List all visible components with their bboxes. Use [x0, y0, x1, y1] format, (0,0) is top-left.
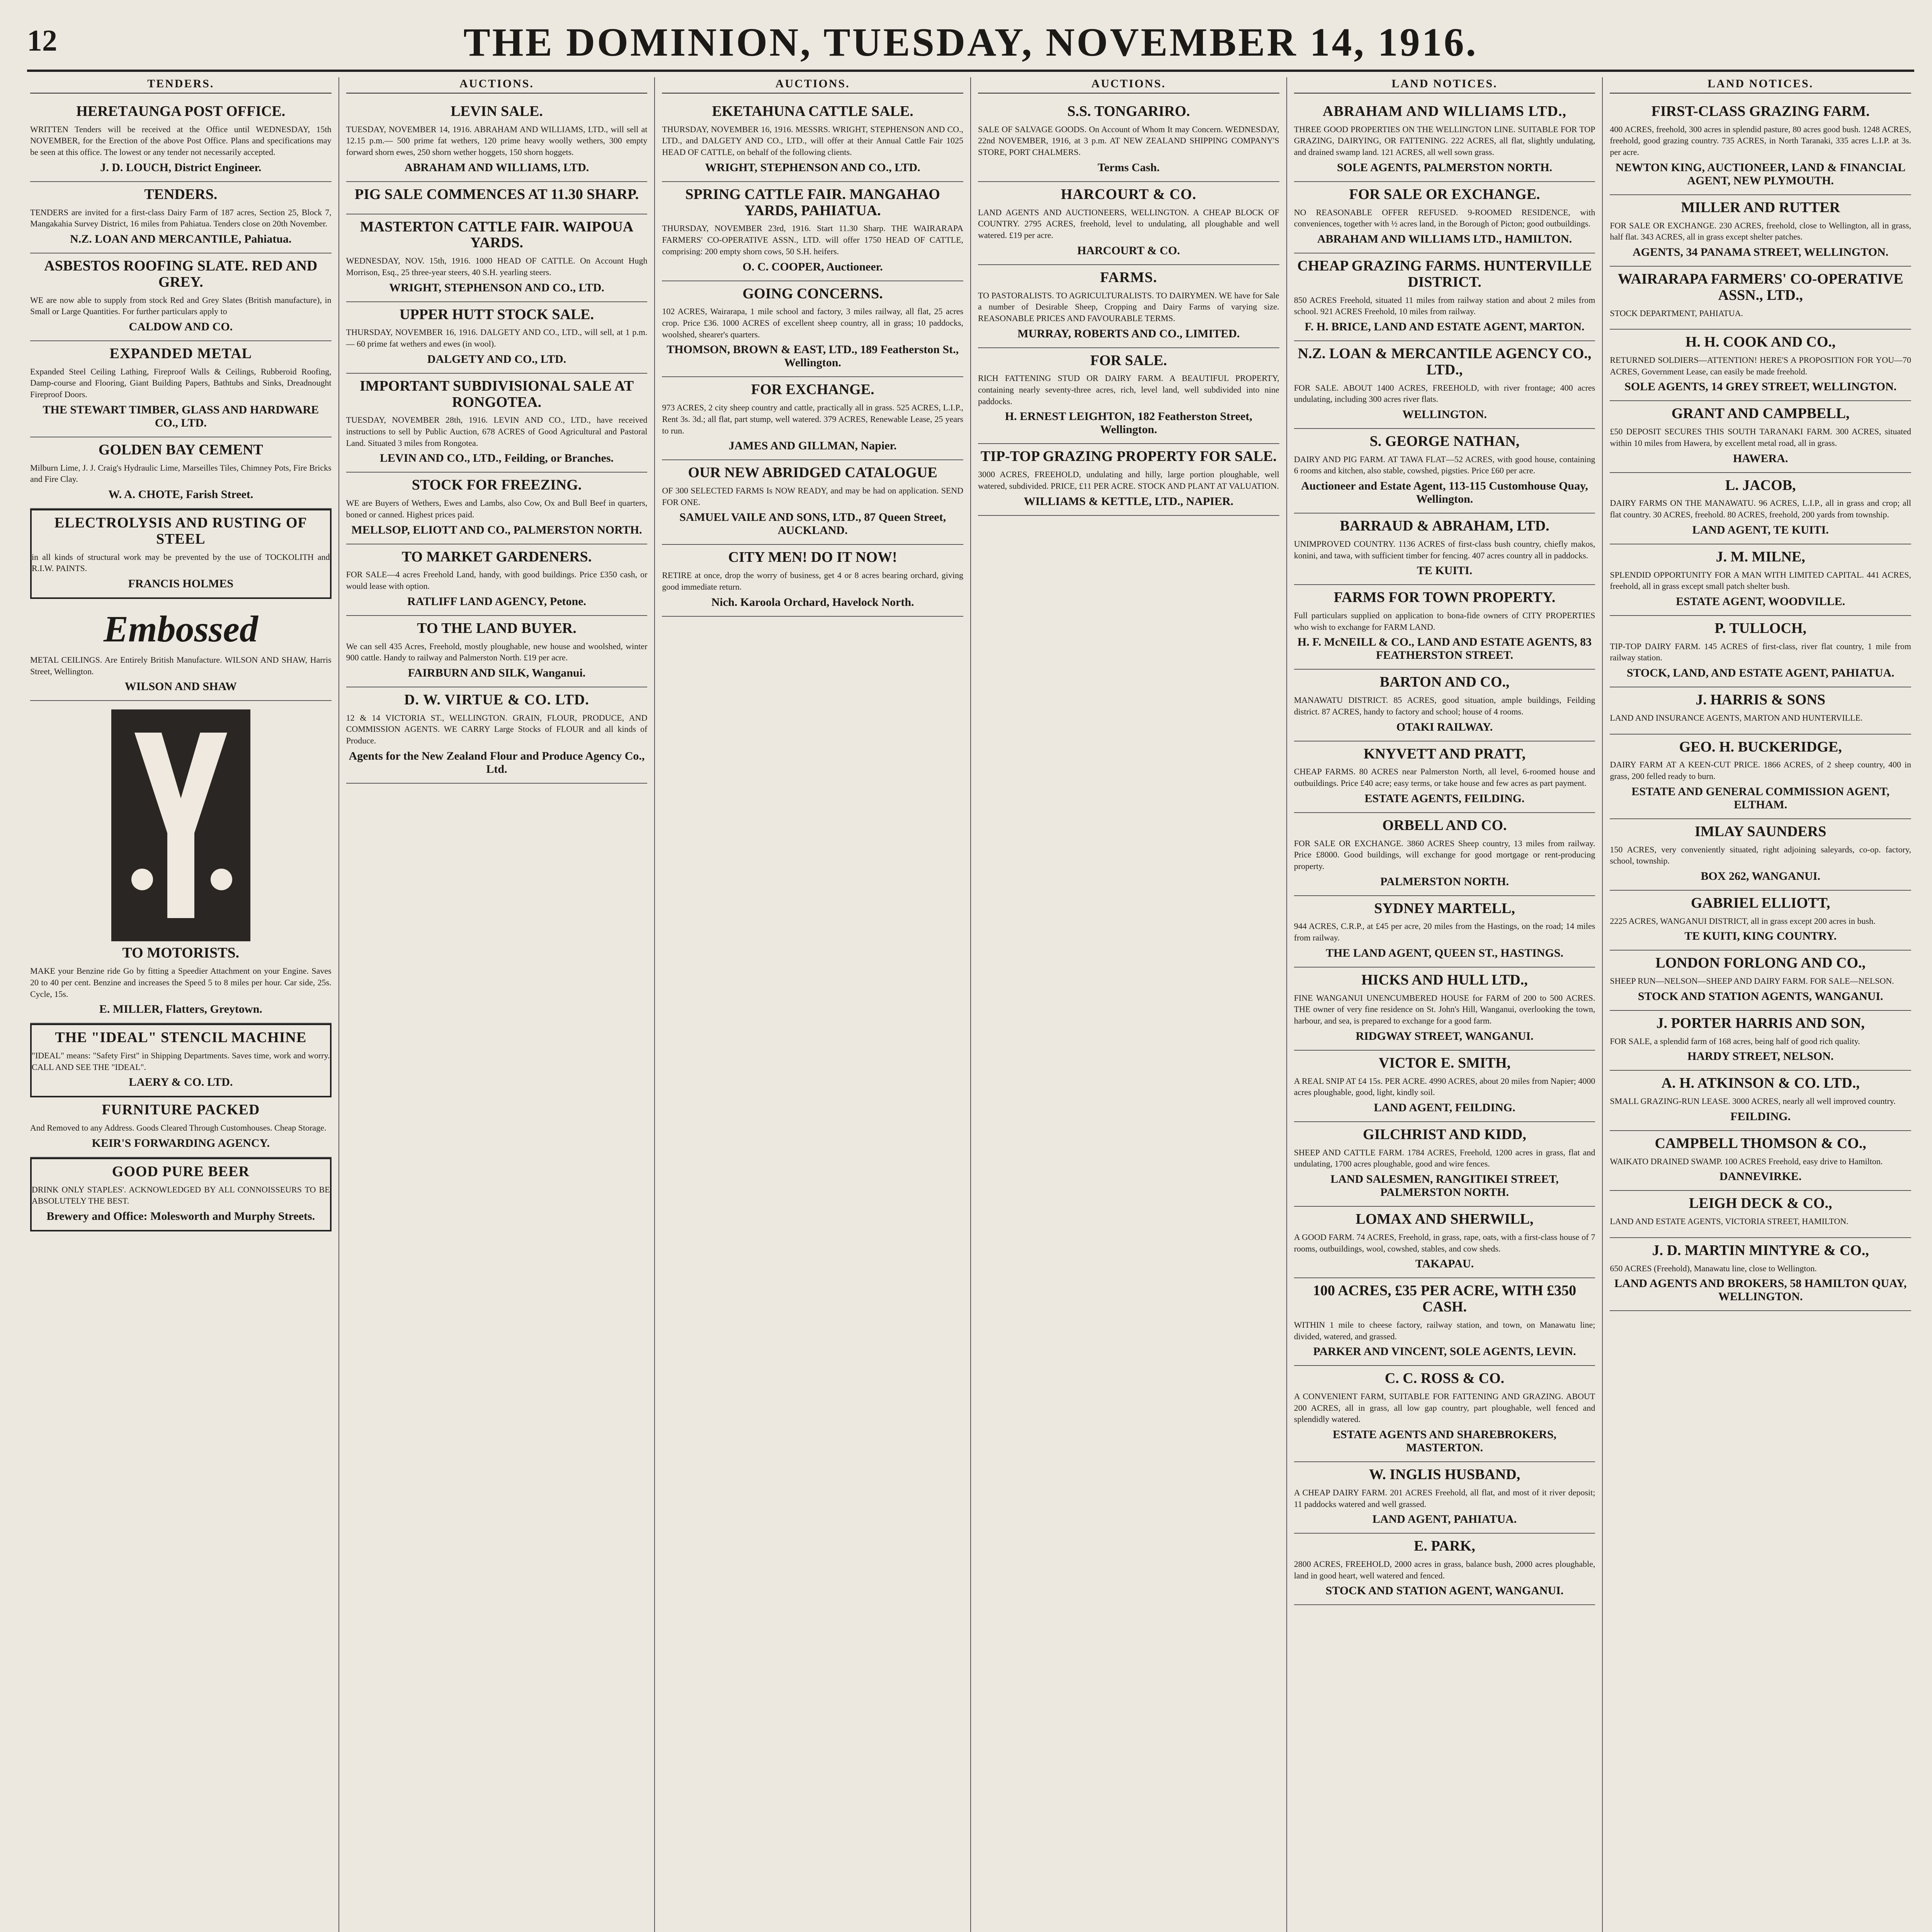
- ad: [1610, 195, 1911, 267]
- ad: [1294, 1207, 1595, 1278]
- ad: [1294, 968, 1595, 1051]
- ad-advertiser: H. ERNEST LEIGHTON, 182 Featherston Street, Wellington.: [1005, 410, 1252, 436]
- ad: [1610, 951, 1911, 1010]
- ad-heading: TO THE LAND BUYER.: [417, 620, 577, 636]
- ad: [662, 545, 963, 616]
- ad-advertiser: CALDOW AND CO.: [129, 320, 233, 333]
- ad: [1610, 473, 1911, 544]
- ad: [978, 348, 1279, 444]
- ad-heading: TIP-TOP GRAZING PROPERTY FOR SALE.: [980, 448, 1277, 465]
- ad-advertiser: JAMES AND GILLMAN, Napier.: [728, 439, 897, 452]
- ad-body: WE are now able to supply from stock Red and Grey Slates (British manufacture), in Small or Large Quantities. For further particulars apply to: [30, 295, 332, 316]
- ad-body: RETURNED SOLDIERS—ATTENTION! HERE'S A PROPOSITION FOR YOU—70 ACRES, Government Lease, can easily be made freehold.: [1610, 355, 1912, 376]
- ad-advertiser: BOX 262, WANGANUI.: [1701, 870, 1820, 883]
- ad: [30, 1097, 332, 1157]
- ad-advertiser: RATLIFF LAND AGENCY, Petone.: [407, 595, 587, 608]
- column-auctions-2: [654, 77, 970, 1932]
- ad-heading: STOCK FOR FREEZING.: [412, 477, 582, 493]
- ad: [30, 1024, 332, 1097]
- ad: [978, 444, 1279, 515]
- ad-heading: TO MARKET GARDENERS.: [401, 548, 592, 565]
- ad-body: Expanded Steel Ceiling Lathing, Fireproof Walls & Ceilings, Rubberoid Roofing, Damp-course and Flooring, Giant Building Papers, Bathtubs and Sinks, Dreadnought Fireproof Doors.: [30, 366, 332, 400]
- ad-body: THREE GOOD PROPERTIES ON THE WELLINGTON LINE. SUITABLE FOR TOP GRAZING, DAIRYING, OR FATTENING. 222 ACRES, all flat, slightly undulating, and drained swamp land. 121 ACRES, all well sown grass.: [1294, 124, 1595, 157]
- ad-heading: VICTOR E. SMITH,: [1378, 1054, 1511, 1071]
- ad-body: 973 ACRES, 2 city sheep country and cattle, practically all in grass. 525 ACRES, L.I.P., Rent 3s. 3d.; all flat, part stump, well watered. 379 ACRES, Renewable Lease, 25 years to run.: [662, 403, 964, 435]
- ad-heading: W. INGLIS HUSBAND,: [1369, 1466, 1520, 1483]
- ad: [1294, 896, 1595, 968]
- ad-heading: P. TULLOCH,: [1714, 620, 1806, 636]
- ad: [1610, 544, 1911, 616]
- ad: [1610, 1071, 1911, 1131]
- ad-heading: LEVIN SALE.: [451, 103, 543, 119]
- ad-advertiser: MURRAY, ROBERTS AND CO., LIMITED.: [1017, 327, 1240, 340]
- ad-advertiser: HARCOURT & CO.: [1077, 244, 1180, 257]
- ad: [1294, 182, 1595, 253]
- ad: [1294, 253, 1595, 341]
- ad-heading: FOR SALE.: [1090, 352, 1167, 369]
- ad-body: A CONVENIENT FARM, SUITABLE FOR FATTENING AND GRAZING. ABOUT 200 ACRES, all in grass, all low gap country, part ploughable, well fenced and splendidly watered.: [1294, 1391, 1595, 1424]
- ad: [30, 1158, 332, 1231]
- ad-body: 650 ACRES (Freehold), Manawatu line, close to Wellington.: [1610, 1263, 1817, 1273]
- ad-heading: GILCHRIST AND KIDD,: [1363, 1126, 1526, 1143]
- ad-heading: ELECTROLYSIS AND RUSTING OF STEEL: [54, 515, 307, 547]
- ad-heading: OUR NEW ABRIDGED CATALOGUE: [688, 464, 937, 481]
- ad-heading: UPPER HUTT STOCK SALE.: [399, 306, 594, 323]
- ad: [1294, 742, 1595, 813]
- ad-heading: GOING CONCERNS.: [742, 285, 883, 302]
- ad-advertiser: WILLIAMS & KETTLE, LTD., NAPIER.: [1024, 495, 1234, 508]
- ad: [346, 374, 648, 473]
- ad-advertiser: F. H. BRICE, LAND AND ESTATE AGENT, MARTON.: [1304, 320, 1585, 333]
- ad: [1610, 616, 1911, 687]
- ad-body: A GOOD FARM. 74 ACRES, Freehold, in grass, rape, oats, with a first-class house of 7 rooms, outbuildings, wool, cowshed, stables, and cow sheds.: [1294, 1232, 1595, 1253]
- ad-advertiser: FAIRBURN AND SILK, Wanganui.: [408, 666, 586, 679]
- ad: [30, 509, 332, 599]
- ad-advertiser: DALGETY AND CO., LTD.: [427, 352, 566, 366]
- ad-advertiser: LEVIN AND CO., LTD., Feilding, or Branches.: [379, 452, 614, 465]
- column-tenders: [23, 77, 338, 1932]
- ad-advertiser: TE KUITI, KING COUNTRY.: [1684, 930, 1837, 943]
- ad: [1610, 1191, 1911, 1238]
- ad-advertiser: LAND AGENT, FEILDING.: [1374, 1101, 1515, 1114]
- ad: [346, 544, 648, 616]
- ad: [1294, 341, 1595, 429]
- ad-heading: H. H. COOK AND CO.,: [1685, 334, 1836, 350]
- ad: [978, 182, 1279, 265]
- column-header: TENDERS.: [30, 77, 332, 94]
- ad-heading: TO MOTORISTS.: [122, 945, 240, 961]
- ad-advertiser: W. A. CHOTE, Farish Street.: [108, 488, 253, 501]
- ad-body: Milburn Lime, J. J. Craig's Hydraulic Lime, Marseilles Tiles, Chimney Pots, Fire Bricks and Fire Clay.: [30, 463, 332, 484]
- ad-advertiser: MELLSOP, ELIOTT AND CO., PALMERSTON NORTH.: [351, 523, 642, 536]
- ad-heading: GABRIEL ELLIOTT,: [1690, 895, 1830, 911]
- ad-heading: HICKS AND HULL LTD.,: [1361, 971, 1528, 988]
- page-number: 12: [27, 24, 57, 57]
- column-auctions-3: [970, 77, 1286, 1932]
- column-header: LAND NOTICES.: [1610, 77, 1911, 94]
- ad: [346, 302, 648, 374]
- ad: [346, 182, 648, 214]
- column-header: AUCTIONS.: [346, 77, 648, 94]
- ad-body: 2800 ACRES, FREEHOLD, 2000 acres in grass, balance bush, 2000 acres ploughable, land in good heart, well watered and fenced.: [1294, 1559, 1595, 1580]
- ad-body: A CHEAP DAIRY FARM. 201 ACRES Freehold, all flat, and most of it river deposit; 11 paddocks watered and well grassed.: [1294, 1487, 1595, 1509]
- ad-heading: J. M. MILNE,: [1716, 548, 1805, 565]
- ad-body: 3000 ACRES, FREEHOLD, undulating and hilly, large portion ploughable, well watered, subdivided. PRICE, £11 PER ACRE. STOCK AND PLANT AT VALUATION.: [978, 469, 1279, 491]
- ad-heading: BARTON AND CO.,: [1379, 674, 1510, 690]
- ad-heading: HARCOURT & CO.: [1061, 186, 1197, 202]
- ad-heading: BARRAUD & ABRAHAM, LTD.: [1340, 518, 1549, 534]
- ad-body: WRITTEN Tenders will be received at the Office until WEDNESDAY, 15th NOVEMBER, for the Erection of the above Post Office. Plans and specifications may be seen at this office. The lowest or any tender not necessarily accepted.: [30, 124, 332, 157]
- ad-heading: LOMAX AND SHERWILL,: [1355, 1211, 1534, 1228]
- ad: [1294, 1534, 1595, 1605]
- ad-body: DAIRY AND PIG FARM. AT TAWA FLAT—52 ACRES, with good house, containing 6 rooms and kitchen, also stable, cowshed, pigsties. Price £60 per acre.: [1294, 454, 1595, 476]
- ad-body: WE are Buyers of Wethers, Ewes and Lambs, also Cow, Ox and Bull Beef in quarters, boned or canned. Highest prices paid.: [346, 498, 648, 519]
- ad: [1610, 735, 1911, 819]
- ad: [1610, 1131, 1911, 1191]
- ad-body: THURSDAY, NOVEMBER 23rd, 1916. Start 11.30 Sharp. THE WAIRARAPA FARMERS' CO-OPERATIVE ASSN., LTD. will offer 1750 HEAD OF CATTLE, comprising: 200 empty shorn cows, 50 S.H. heifers.: [662, 223, 964, 256]
- ad-body: SHEEP RUN—NELSON—SHEEP AND DAIRY FARM. FOR SALE—NELSON.: [1610, 976, 1894, 986]
- y-spray-icon: [111, 709, 250, 941]
- ad-heading: FIRST-CLASS GRAZING FARM.: [1651, 103, 1870, 119]
- ad-body: in all kinds of structural work may be prevented by the use of TOCKOLITH and R.I.W. PAINTS.: [32, 552, 330, 573]
- ad-advertiser: AGENTS, 34 PANAMA STREET, WELLINGTON.: [1633, 246, 1889, 259]
- ad-heading: J. HARRIS & SONS: [1696, 692, 1826, 708]
- ad-heading: FARMS FOR TOWN PROPERTY.: [1333, 589, 1556, 606]
- ad-body: FOR SALE OR EXCHANGE. 230 ACRES, freehold, close to Wellington, all in grass, half flat. 343 ACRES, all in grass except shelter patches.: [1610, 220, 1912, 242]
- column-header: AUCTIONS.: [662, 77, 963, 94]
- ad-advertiser: ESTATE AGENTS, FEILDING.: [1364, 792, 1525, 805]
- ad-heading: C. C. ROSS & CO.: [1384, 1370, 1505, 1387]
- ad: [1610, 1238, 1911, 1311]
- ad-body: 2225 ACRES, WANGANUI DISTRICT, all in grass except 200 acres in bush.: [1610, 916, 1876, 926]
- ad-advertiser: OTAKI RAILWAY.: [1396, 720, 1493, 733]
- ad-body: SMALL GRAZING-RUN LEASE. 3000 ACRES, nearly all well improved country.: [1610, 1096, 1896, 1106]
- ad-heading: L. JACOB,: [1725, 477, 1796, 493]
- ad-body: TO PASTORALISTS. TO AGRICULTURALISTS. TO DAIRYMEN. WE have for Sale a number of Desirable Sheep, Cropping and Dairy Farms of varying size. REASONABLE PRICES AND FAVOURABLE TERMS.: [978, 290, 1279, 323]
- ad-advertiser: WRIGHT, STEPHENSON AND CO., LTD.: [389, 281, 604, 294]
- ad-advertiser: J. D. LOUCH, District Engineer.: [100, 161, 262, 174]
- ad-body: SHEEP AND CATTLE FARM. 1784 ACRES, Freehold, 1200 acres in grass, flat and undulating, 1700 acres ploughable, good and wire fences.: [1294, 1147, 1595, 1169]
- ad-heading: CAMPBELL THOMSON & CO.,: [1655, 1135, 1866, 1151]
- ad-advertiser: Brewery and Office: Molesworth and Murphy Streets.: [46, 1210, 315, 1223]
- ad-advertiser: THOMSON, BROWN & EAST, LTD., 189 Featherston St., Wellington.: [667, 343, 959, 369]
- ad: [1294, 813, 1595, 896]
- ad-advertiser: PARKER AND VINCENT, SOLE AGENTS, LEVIN.: [1313, 1345, 1576, 1358]
- ad-advertiser: WILSON AND SHAW: [124, 680, 237, 693]
- ad-advertiser: HAWERA.: [1733, 452, 1788, 465]
- ad-advertiser: E. MILLER, Flatters, Greytown.: [99, 1003, 262, 1016]
- ad-advertiser: WRIGHT, STEPHENSON AND CO., LTD.: [705, 161, 920, 174]
- ad-body: WITHIN 1 mile to cheese factory, railway station, and town, on Manawatu line; divided, watered, and grassed.: [1294, 1320, 1595, 1341]
- ad-heading: ASBESTOS ROOFING SLATE. RED AND GREY.: [44, 258, 318, 290]
- ad-advertiser: LAND SALESMEN, RANGITIKEI STREET, PALMERSTON NORTH.: [1330, 1173, 1559, 1199]
- ad-advertiser: DANNEVIRKE.: [1719, 1170, 1802, 1183]
- ad-body: 150 ACRES, very conveniently situated, right adjoining saleyards, co-op. factory, school, township.: [1610, 844, 1912, 866]
- ad-advertiser: HARDY STREET, NELSON.: [1687, 1050, 1834, 1063]
- ad-advertiser: H. F. McNEILL & CO., LAND AND ESTATE AGENTS, 83 FEATHERSTON STREET.: [1297, 636, 1592, 662]
- ad-heading: THE "IDEAL" STENCIL MACHINE: [55, 1029, 307, 1046]
- ad-body: THURSDAY, NOVEMBER 16, 1916. MESSRS. WRIGHT, STEPHENSON AND CO., LTD., and DALGETY AND CO., LTD., will offer at their Annual Cattle Fair 1025 HEAD OF CATTLE, on behalf of the following clients.: [662, 124, 964, 157]
- ad-advertiser: THE STEWART TIMBER, GLASS AND HARDWARE CO., LTD.: [43, 403, 319, 429]
- ad-body: FOR SALE, a splendid farm of 168 acres, being half of good rich quality.: [1610, 1036, 1860, 1046]
- ad-heading: ABRAHAM AND WILLIAMS LTD.,: [1323, 103, 1566, 119]
- column-auctions-1: [338, 77, 655, 1932]
- ad-advertiser: SOLE AGENTS, 14 GREY STREET, WELLINGTON.: [1624, 380, 1897, 393]
- ad-body: OF 300 SELECTED FARMS Is NOW READY, and may be had on application. SEND FOR ONE.: [662, 486, 964, 507]
- ad-body: And Removed to any Address. Goods Cleared Through Customhouses. Cheap Storage.: [30, 1123, 327, 1133]
- ad-body: FOR SALE—4 acres Freehold Land, handy, with good buildings. Price £350 cash, or would lease with option.: [346, 570, 648, 591]
- ad-body: STOCK DEPARTMENT, PAHIATUA.: [1610, 308, 1743, 318]
- ad-advertiser: FEILDING.: [1730, 1110, 1791, 1123]
- ad: [662, 460, 963, 545]
- ad: [978, 265, 1279, 348]
- ad: [1294, 429, 1595, 514]
- column-land-notices-2: [1602, 77, 1918, 1932]
- ad-heading: EKETAHUNA CATTLE SALE.: [712, 103, 913, 119]
- ad-heading: A. H. ATKINSON & CO. LTD.,: [1661, 1075, 1860, 1092]
- ad-heading: WAIRARAPA FARMERS' CO-OPERATIVE ASSN., LTD.,: [1617, 271, 1903, 303]
- ad: [30, 701, 332, 1024]
- ad-body: DAIRY FARMS ON THE MANAWATU. 96 ACRES, L.I.P., all in grass and crop; all flat country. 30 ACRES, freehold. 80 ACRES, freehold, 200 yards from township.: [1610, 498, 1912, 520]
- ad-advertiser: THE LAND AGENT, QUEEN ST., HASTINGS.: [1326, 946, 1563, 959]
- ad-body: MAKE your Benzine ride Go by fitting a Speedier Attachment on your Engine. Saves 20 to 40 per cent. Benzine and increases the Speed 5 to 8 miles per hour. Car side, 25s. Cycle, 15s.: [30, 966, 332, 999]
- ad-body: DRINK ONLY STAPLES'. ACKNOWLEDGED BY ALL CONNOISSEURS TO BE ABSOLUTELY THE BEST.: [32, 1184, 330, 1206]
- ad-heading: CITY MEN! DO IT NOW!: [728, 549, 897, 566]
- ad: [1610, 99, 1911, 195]
- ad: [1294, 1051, 1595, 1122]
- ad: [30, 599, 332, 701]
- ad: [346, 687, 648, 784]
- ad-heading: GRANT AND CAMPBELL,: [1671, 405, 1850, 422]
- ad-advertiser: LAND AGENT, PAHIATUA.: [1372, 1513, 1517, 1526]
- ad-body: TUESDAY, NOVEMBER 28th, 1916. LEVIN AND CO., LTD., have received instructions to sell by Public Auction, 678 ACRES of Good Agricultural and Pastoral Land. Situated 3 miles from Rongotea.: [346, 415, 648, 448]
- ad: [1294, 585, 1595, 670]
- masthead: [27, 12, 1914, 72]
- ad-body: TENDERS are invited for a first-class Dairy Farm of 187 acres, Section 25, Block 7, Mangakahia Survey District, 16 miles from Pahiatua. Tenders close on 20th November.: [30, 207, 332, 229]
- ad: [346, 214, 648, 302]
- ad-heading: GOOD PURE BEER: [112, 1163, 250, 1180]
- ad: [1294, 514, 1595, 585]
- column-header: LAND NOTICES.: [1294, 77, 1595, 94]
- ad: [30, 437, 332, 509]
- ad-advertiser: LAERY & CO. LTD.: [129, 1076, 233, 1089]
- ad-heading: MASTERTON CATTLE FAIR. WAIPOUA YARDS.: [360, 218, 634, 251]
- ad-heading: S.S. TONGARIRO.: [1067, 103, 1190, 119]
- ad-body: FOR SALE OR EXCHANGE. 3860 ACRES Sheep country, 13 miles from railway. Price £8000. Good buildings, will exchange for good mortgage or rent-producing property.: [1294, 838, 1595, 871]
- ad-advertiser: Auctioneer and Estate Agent, 113-115 Customhouse Quay, Wellington.: [1301, 480, 1588, 506]
- ad-body: LAND AND INSURANCE AGENTS, MARTON AND HUNTERVILLE.: [1610, 713, 1863, 723]
- ad-body: THURSDAY, NOVEMBER 16, 1916. DALGETY AND CO., LTD., will sell, at 1 p.m.— 60 prime fat wethers and ewes (in wool).: [346, 327, 648, 349]
- ad-advertiser: TAKAPAU.: [1415, 1257, 1474, 1270]
- ad: [346, 616, 648, 687]
- ad-heading: 100 ACRES, £35 PER ACRE, WITH £350 CASH.: [1313, 1282, 1577, 1315]
- ad: [662, 182, 963, 281]
- ad-advertiser: STOCK AND STATION AGENT, WANGANUI.: [1325, 1584, 1564, 1597]
- ad-advertiser: ABRAHAM AND WILLIAMS LTD., HAMILTON.: [1317, 233, 1572, 246]
- ad-body: TIP-TOP DAIRY FARM. 145 ACRES of first-class, river flat country, 1 mile from railway station.: [1610, 641, 1912, 663]
- ad-body: 102 ACRES, Wairarapa, 1 mile school and factory, 3 miles railway, all flat, 25 acres crop. Price £36. 1000 ACRES of excellent sheep country, all in grass; 10 paddocks, woolshed, shearer's quarters.: [662, 306, 964, 339]
- ad-advertiser: LAND AGENT, TE KUITI.: [1692, 523, 1829, 536]
- ad-body: 400 ACRES, freehold, 300 acres in splendid pasture, 80 acres good bush. 1248 ACRES, freehold, good grazing country. 735 ACRES, in North Taranaki, 335 acres L.I.P. at 3s. per acre.: [1610, 124, 1912, 157]
- ad-body: LAND AND ESTATE AGENTS, VICTORIA STREET, HAMILTON.: [1610, 1216, 1849, 1226]
- ad-advertiser: SOLE AGENTS, PALMERSTON NORTH.: [1337, 161, 1553, 174]
- ad-advertiser: STOCK AND STATION AGENTS, WANGANUI.: [1638, 990, 1883, 1003]
- ad-body: WAIKATO DRAINED SWAMP. 100 ACRES Freehold, easy drive to Hamilton.: [1610, 1156, 1883, 1166]
- ad-advertiser: O. C. COOPER, Auctioneer.: [742, 260, 883, 273]
- ad-heading: TENDERS.: [144, 186, 218, 202]
- ad-heading: SYDNEY MARTELL,: [1374, 900, 1515, 917]
- ad: [662, 281, 963, 378]
- ad-heading: MILLER AND RUTTER: [1681, 199, 1840, 216]
- ad-body: DAIRY FARM AT A KEEN-CUT PRICE. 1866 ACRES, of 2 sheep country, 400 in grass, 200 felled ready to burn.: [1610, 760, 1912, 781]
- ad-body: 12 & 14 VICTORIA ST., WELLINGTON. GRAIN, FLOUR, PRODUCE, AND COMMISSION AGENTS. WE CARRY Large Stocks of FLOUR and all kinds of Produce.: [346, 713, 648, 746]
- ad: [1610, 267, 1911, 330]
- ad-heading: GEO. H. BUCKERIDGE,: [1679, 738, 1842, 755]
- ad: [1610, 819, 1911, 891]
- ad-advertiser: FRANCIS HOLMES: [128, 577, 234, 590]
- ad-body: NO REASONABLE OFFER REFUSED. 9-ROOMED RESIDENCE, with conveniences, together with ½ acres land, in the Borough of Picton; good outbuildings.: [1294, 207, 1595, 229]
- ad-advertiser: ESTATE AND GENERAL COMMISSION AGENT, ELTHAM.: [1631, 785, 1890, 811]
- ad-heading: J. PORTER HARRIS AND SON,: [1656, 1015, 1865, 1031]
- columns: [23, 77, 1918, 1932]
- ad: [30, 253, 332, 341]
- newspaper-title: THE DOMINION, TUESDAY, NOVEMBER 14, 1916.: [463, 20, 1478, 65]
- ad: [978, 99, 1279, 182]
- ad-heading: IMLAY SAUNDERS: [1695, 823, 1827, 840]
- ad-body: UNIMPROVED COUNTRY. 1136 ACRES of first-class bush country, chiefly makos, konini, and tawa, with sufficient timber for fencing. 407 acres country all in paddocks.: [1294, 539, 1595, 560]
- ad-advertiser: STOCK, LAND, AND ESTATE AGENT, PAHIATUA.: [1626, 667, 1895, 680]
- ad-heading: FOR EXCHANGE.: [751, 381, 874, 398]
- ad-body: We can sell 435 Acres, Freehold, mostly ploughable, new house and woolshed, winter 900 cattle. Handy to railway and Palmerston North. £19 per acre.: [346, 641, 648, 663]
- ad: [1610, 891, 1911, 951]
- ad-heading: FARMS.: [1100, 269, 1157, 286]
- ad-heading: LEIGH DECK & CO.,: [1689, 1195, 1832, 1212]
- ad-advertiser: Agents for the New Zealand Flour and Produce Agency Co., Ltd.: [349, 749, 645, 776]
- ad-advertiser: SAMUEL VAILE AND SONS, LTD., 87 Queen Street, AUCKLAND.: [679, 511, 946, 537]
- ad-body: SPLENDID OPPORTUNITY FOR A MAN WITH LIMITED CAPITAL. 441 ACRES, freehold, all in grass except small patch shelter bush.: [1610, 570, 1912, 591]
- ad-body: RICH FATTENING STUD OR DAIRY FARM. A BEAUTIFUL PROPERTY, containing nearly seventy-three acres, rich, level land, well subdivided into nine paddocks.: [978, 373, 1279, 406]
- ad-heading: CHEAP GRAZING FARMS. HUNTERVILLE DISTRICT.: [1297, 258, 1592, 290]
- ad-heading: EXPANDED METAL: [109, 345, 252, 362]
- ad-advertiser: KEIR'S FORWARDING AGENCY.: [92, 1136, 270, 1150]
- ad-advertiser: Nich. Karoola Orchard, Havelock North.: [711, 595, 914, 609]
- ad-body: METAL CEILINGS. Are Entirely British Manufacture. WILSON AND SHAW, Harris Street, Wellington.: [30, 655, 332, 676]
- ad-body: SALE OF SALVAGE GOODS. On Account of Whom It may Concern. WEDNESDAY, 22nd NOVEMBER, 1916, at 3 p.m. AT NEW ZEALAND SHIPPING COMPANY'S STORE, PORT CHALMERS.: [978, 124, 1279, 157]
- ad-heading: N.Z. LOAN & MERCANTILE AGENCY CO., LTD.,: [1298, 345, 1592, 378]
- ad-advertiser: ESTATE AGENT, WOODVILLE.: [1676, 595, 1845, 608]
- ad-heading: LONDON FORLONG AND CO.,: [1655, 955, 1866, 971]
- ad: [662, 377, 963, 460]
- ad-advertiser: Terms Cash.: [1097, 161, 1160, 174]
- ad: [346, 473, 648, 544]
- ad-heading: J. D. MARTIN MINTYRE & CO.,: [1652, 1242, 1869, 1259]
- ad-heading: KNYVETT AND PRATT,: [1363, 745, 1526, 762]
- column-header: AUCTIONS.: [978, 77, 1279, 94]
- ad-heading: ORBELL AND CO.: [1382, 817, 1507, 833]
- ad: [1294, 1122, 1595, 1207]
- ad-heading: E. PARK,: [1414, 1538, 1475, 1554]
- ad-body: RETIRE at once, drop the worry of business, get 4 or 8 acres bearing orchard, giving good immediate return.: [662, 570, 964, 592]
- ad-body: FOR SALE. ABOUT 1400 ACRES, FREEHOLD, with river frontage; 400 acres undulating, including 300 acres river flats.: [1294, 383, 1595, 404]
- ad-advertiser: LAND AGENTS AND BROKERS, 58 HAMILTON QUAY, WELLINGTON.: [1614, 1277, 1907, 1303]
- ad: [1610, 687, 1911, 734]
- ad-body: CHEAP FARMS. 80 ACRES near Palmerston North, all level, 6-roomed house and outbuildings. Price £40 acre; easy terms, or take house and few acres as part payment.: [1294, 767, 1595, 788]
- ad-advertiser: NEWTON KING, AUCTIONEER, LAND & FINANCIAL AGENT, NEW PLYMOUTH.: [1616, 161, 1906, 187]
- ad-advertiser: N.Z. LOAN AND MERCANTILE, Pahiatua.: [70, 233, 292, 246]
- ad: [30, 99, 332, 182]
- ad-body: TUESDAY, NOVEMBER 14, 1916. ABRAHAM AND WILLIAMS, LTD., will sell at 12.15 p.m.— 500 prime fat wethers, 120 prime heavy woolly wethers, 300 empty forward shorn ewes, 250 shorn wether hoggets, 150 shorn hoggets.: [346, 124, 648, 157]
- ad-body: Full particulars supplied on application to bona-fide owners of CITY PROPERTIES who wish to exchange for FARM LAND.: [1294, 611, 1595, 632]
- ad: [662, 99, 963, 182]
- ad-heading: D. W. VIRTUE & CO. LTD.: [404, 691, 589, 708]
- ad-body: FINE WANGANUI UNENCUMBERED HOUSE for FARM of 200 to 500 ACRES. THE owner of very fine residence on St. John's Hill, Wanganui, overlooking the town, harbour, and sea, is prepared to exchange for a good farm.: [1294, 993, 1595, 1026]
- ad-body: "IDEAL" means: "Safety First" in Shipping Departments. Saves time, work and worry. CALL AND SEE THE "IDEAL".: [32, 1051, 330, 1072]
- ad-advertiser: RIDGWAY STREET, WANGANUI.: [1355, 1029, 1534, 1043]
- ad-heading: IMPORTANT SUBDIVISIONAL SALE AT RONGOTEA.: [359, 378, 634, 410]
- ad-advertiser: PALMERSTON NORTH.: [1380, 875, 1509, 888]
- ad: [30, 182, 332, 253]
- ad-heading: FURNITURE PACKED: [102, 1102, 260, 1118]
- ad-heading: SPRING CATTLE FAIR. MANGAHAO YARDS, PAHIATUA.: [685, 186, 940, 219]
- spray-logo: [30, 709, 332, 941]
- ad-body: £50 DEPOSIT SECURES THIS SOUTH TARANAKI FARM. 300 ACRES, situated within 10 miles from Hawera, by excellent metal road, all in grass.: [1610, 427, 1912, 448]
- ad: [1610, 330, 1911, 401]
- ad-advertiser: WELLINGTON.: [1402, 408, 1487, 421]
- ad: [1294, 99, 1595, 182]
- column-land-notices-1: [1286, 77, 1602, 1932]
- ad: [1294, 1366, 1595, 1462]
- ad: [346, 99, 648, 182]
- ad-advertiser: ESTATE AGENTS AND SHAREBROKERS, MASTERTON.: [1332, 1428, 1557, 1454]
- ad-body: 944 ACRES, C.R.P., at £45 per acre, 20 miles from the Hastings, on the road; 14 miles from railway.: [1294, 921, 1595, 943]
- ad-advertiser: TE KUITI.: [1417, 564, 1473, 577]
- ad: [30, 341, 332, 437]
- ad-heading: GOLDEN BAY CEMENT: [98, 441, 263, 458]
- ad: [1294, 1278, 1595, 1366]
- ad-body: A REAL SNIP AT £4 15s. PER ACRE. 4990 ACRES, about 20 miles from Napier; 4000 acres ploughable, good, light, kindly soil.: [1294, 1076, 1595, 1097]
- ad-heading: PIG SALE COMMENCES AT 11.30 SHARP.: [354, 186, 639, 202]
- ad-heading: FOR SALE OR EXCHANGE.: [1349, 186, 1540, 202]
- ad: [1294, 1462, 1595, 1534]
- ad-heading: S. GEORGE NATHAN,: [1369, 433, 1520, 449]
- ad-body: MANAWATU DISTRICT. 85 ACRES, good situation, ample buildings, Feilding district. 87 ACRES, handy to factory and school; house of 4 rooms.: [1294, 695, 1595, 716]
- ad-advertiser: ABRAHAM AND WILLIAMS, LTD.: [404, 161, 589, 174]
- ad: [1610, 1011, 1911, 1071]
- ad: [1294, 670, 1595, 741]
- ad-body: 850 ACRES Freehold, situated 11 miles from railway station and about 2 miles from school. 921 ACRES Freehold, 10 miles from railway.: [1294, 295, 1595, 316]
- ad-heading: Embossed: [103, 608, 258, 650]
- ad-heading: HEREТAUNGA POST OFFICE.: [76, 103, 286, 119]
- ad-body: WEDNESDAY, NOV. 15th, 1916. 1000 HEAD OF CATTLE. On Account Hugh Morrison, Esq., 25 three-year steers, 40 S.H. yearling steers.: [346, 256, 648, 277]
- ad-body: LAND AGENTS AND AUCTIONEERS, WELLINGTON. A CHEAP BLOCK OF COUNTRY. 2795 ACRES, freehold, level to undulating, all ploughable and well watered. £19 per acre.: [978, 207, 1279, 240]
- ad: [1610, 401, 1911, 473]
